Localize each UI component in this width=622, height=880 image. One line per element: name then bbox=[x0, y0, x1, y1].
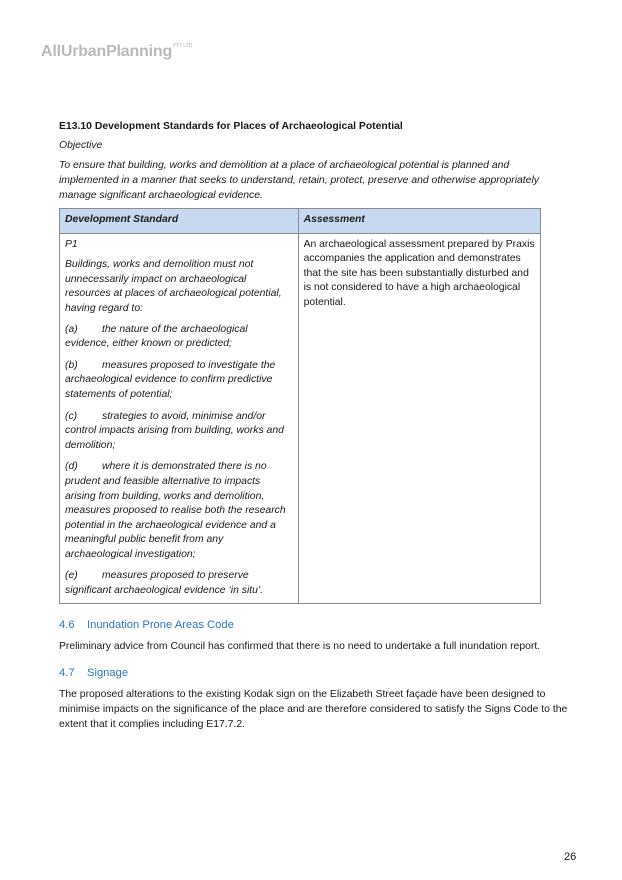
objective-text: To ensure that building, works and demolition at a place of archaeological potential is planned and implemented in a manner that seeks to understand, retain, protect, preserve and otherwise appropriately manage significant archaeological evidence. bbox=[59, 160, 539, 201]
table-row bbox=[60, 233, 541, 603]
development-standard-cell bbox=[60, 233, 299, 603]
header-development-standard: Development Standard bbox=[60, 209, 299, 234]
table-header-row bbox=[60, 209, 541, 234]
objective-label: Objective bbox=[59, 140, 103, 151]
section-title: E13.10 Development Standards for Places of Archaeological Potential bbox=[59, 121, 403, 132]
clause-a: (a) the nature of the archaeological evidence, either known or predicted; bbox=[65, 323, 248, 350]
archaeology-section bbox=[59, 119, 549, 604]
company-logo: AllUrbanPlanning$^{PTY LTD}$ bbox=[41, 43, 193, 60]
header-assessment: Assessment bbox=[298, 209, 540, 234]
inundation-heading: 4.6 Inundation Prone Areas Code bbox=[59, 619, 234, 631]
inundation-text: Preliminary advice from Council has confirmed that there is no need to undertake a full inundation report. bbox=[59, 641, 541, 652]
standard-intro: Buildings, works and demolition must not unnecessarily impact on archaeological resources at places of archaeological potential, having regard to: bbox=[65, 259, 282, 314]
page-number: 26 bbox=[564, 851, 577, 863]
signage-text: The proposed alterations to the existing Kodak sign on the Elizabeth Street façade have been designed to minimise impacts on the significance of the place and are therefore considered to satisfy the Signs Code to the extent that it complies including E17.7.2. bbox=[59, 689, 568, 730]
signage-heading: 4.7 Signage bbox=[59, 667, 129, 679]
clause-d: (d) where it is demonstrated there is no prudent and feasible alternative to impacts arising from building, works and demolition, measures proposed to realise both the research potential in the archaeological evidence and a meaningful public benefit from any archaeological investigation; bbox=[65, 461, 286, 560]
clause-e: (e) measures proposed to preserve significant archaeological evidence ‘in situ’. bbox=[65, 570, 264, 597]
assessment-cell: An archaeological assessment prepared by Praxis accompanies the application and demonstrates that the site has been substantially disturbed and is not considered to have a high archaeological potential. bbox=[298, 233, 540, 603]
standards-table bbox=[59, 208, 541, 604]
standard-code: P1 bbox=[65, 238, 78, 250]
logo-suffix: PTY LTD bbox=[173, 43, 193, 49]
clause-b: (b) measures proposed to investigate the archaeological evidence to confirm predictive statements of potential; bbox=[65, 359, 276, 400]
clause-c: (c) strategies to avoid, minimise and/or control impacts arising from building, works and demolition; bbox=[65, 410, 284, 451]
